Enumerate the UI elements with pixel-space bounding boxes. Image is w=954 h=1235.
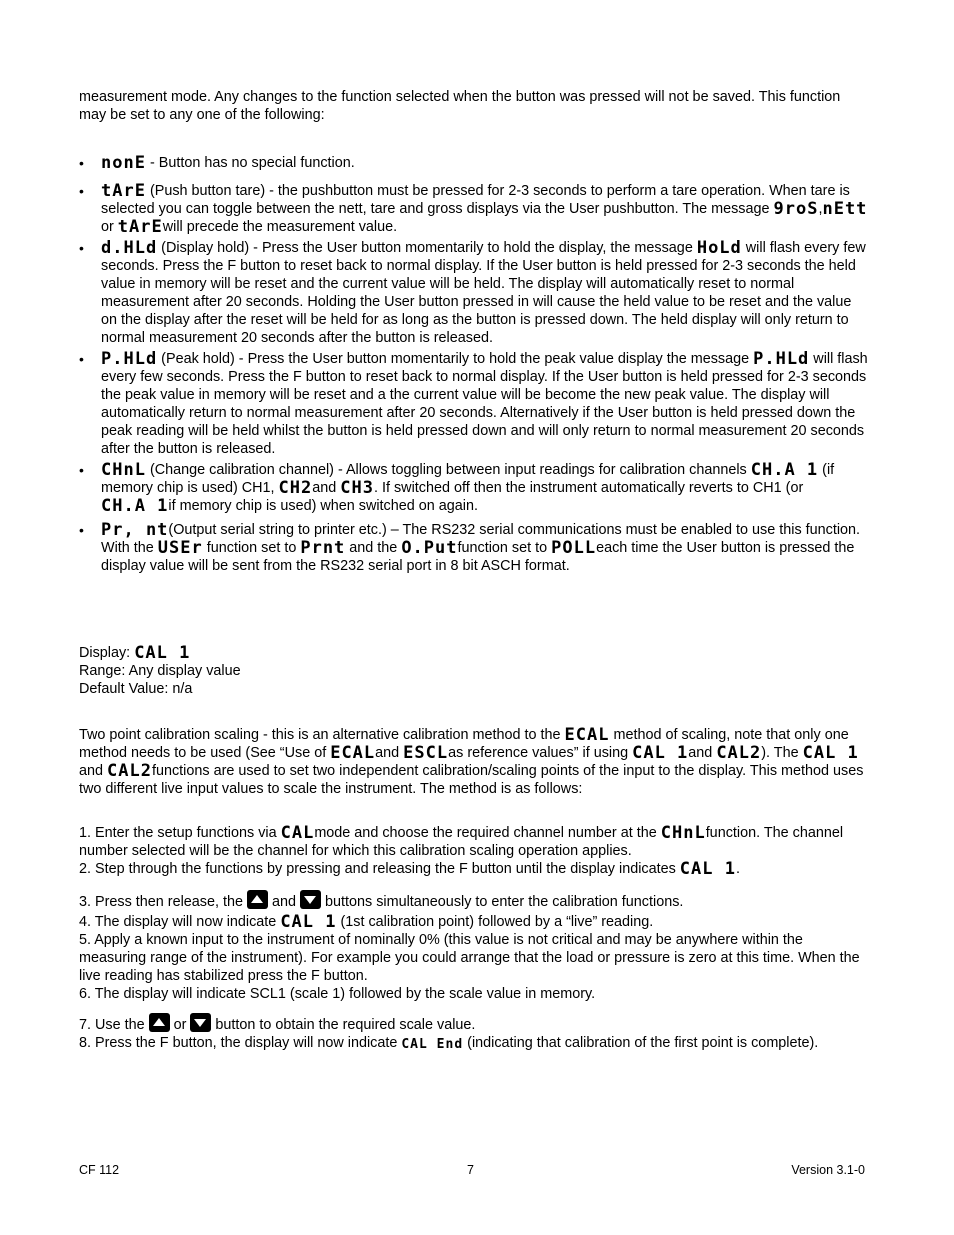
item-text: . [735,861,740,877]
lcd-code: tArE [101,181,146,201]
item-text: if memory chip is used) when switched on again. [168,498,478,514]
lcd-code: Prnt [300,538,346,558]
item-text: function. The channel number selected will be the channel for which this calibration scaling operation applies. [79,825,844,859]
item-text: and [375,745,404,761]
item-text: (Push button tare) - the pushbutton must be pressed for 2-3 seconds to perform a tare operation. When tare is selected you can toggle between the nett, tare and gross displays via the User pushbutton. The message [101,183,850,217]
item-text: will precede the measurement value. [162,219,398,235]
down-arrow-button-icon [300,890,321,909]
lcd-code: CH.A 1 [101,496,169,516]
lcd-code: CAL2 [107,761,152,781]
step-3 [79,890,871,911]
item-text: functions are used to set two independent calibration/scaling points of the input to the display. This method uses two different live input values to scale the instrument. The method is as follows: [79,763,864,797]
item-text: . If switched off then the instrument automatically reverts to CH1 (or [374,480,804,496]
calibration-steps [79,824,871,1053]
up-arrow-button-icon [247,890,268,909]
display-info-block [79,644,871,698]
lcd-code: USEr [157,538,203,558]
item-text: 3. Press then release, the [79,894,247,910]
lcd-code: CAL2 [716,743,762,763]
lcd-code: 9roS [773,199,819,219]
item-text: ). The [761,745,803,761]
bullet-icon: • [79,522,84,538]
item-text: 8. Press the F button, the display will now indicate [79,1035,402,1051]
item-text: (indicating that calibration of the first point is complete). [463,1035,819,1051]
item-text: or [169,1017,191,1033]
lcd-code: P.HLd [101,349,158,369]
lcd-code: ECAL [330,743,376,763]
item-text: (if memory chip is used) CH1, [101,462,835,496]
lcd-code: CAL 1 [280,912,337,932]
item-text: Two point calibration scaling - this is an alternative calibration method to the [79,727,565,743]
lcd-code: POLL [551,538,597,558]
item-text: and [79,763,108,779]
list-item-none [79,154,871,172]
lcd-code: CAL 1 [679,859,736,879]
lcd-code: CAL 1 [632,743,689,763]
lcd-code: CHnL [101,460,146,480]
item-text: and the [345,540,402,556]
lcd-code: nonE [101,153,146,173]
list-item-tare [79,182,871,236]
up-arrow-button-icon [149,1013,170,1032]
list-item-peak-hold [79,350,871,458]
item-text: function set to [457,540,552,556]
document-page [79,88,871,1053]
lcd-code: d.HLd [101,238,158,258]
step-6: 6. The display will indicate SCL1 (scale 1) followed by the scale value in memory. [79,986,596,1002]
user-button-options-list [79,154,871,575]
item-text: button to obtain the required scale value. [211,1017,476,1033]
item-text: function set to [202,540,301,556]
item-text: 1. Enter the setup functions via [79,825,281,841]
lcd-code: O.Put [401,538,458,558]
display-label: Display: [79,645,135,661]
step-8 [79,1034,871,1053]
display-line [79,644,871,662]
lcd-code: ECAL [564,725,610,745]
item-text: buttons simultaneously to enter the calibration functions. [321,894,684,910]
intro-paragraph: measurement mode. Any changes to the function selected when the button was pressed will not be saved. This function may be set to any one of the following: [79,89,841,123]
lcd-code: tArE [117,217,163,237]
item-text: or [101,219,118,235]
down-arrow-button-icon [190,1013,211,1032]
lcd-code: CHnL [660,823,706,843]
item-text: 7. Use the [79,1017,149,1033]
step-1 [79,824,871,860]
footer-doc-id: CF 112 [79,1163,120,1177]
footer-page-number: 7 [467,1163,474,1177]
item-text: (Display hold) - Press the User button momentarily to hold the display, the message [157,240,697,256]
step-2 [79,860,871,878]
lcd-code: CH.A 1 [750,460,819,480]
lcd-code: Pr, nt [101,520,169,540]
lcd-code: ESCL [403,743,449,763]
item-text: (Peak hold) - Press the User button momentarily to hold the peak value display the message [157,351,754,367]
list-item-display-hold [79,239,871,347]
item-text: and [688,745,717,761]
item-text: and [312,480,341,496]
item-text: (Output serial string to printer etc.) – The RS232 serial communications must be enabled to use this function. With the [101,522,861,556]
item-text: 2. Step through the functions by pressing and releasing the F button until the display indicates [79,861,680,877]
item-text: 4. The display will now indicate [79,914,281,930]
item-text: , [818,201,823,217]
item-text: and [268,894,301,910]
list-item-change-channel [79,461,871,515]
bullet-icon: • [79,351,84,367]
lcd-code: CAL 1 [134,643,191,663]
item-text: will flash every few seconds. Press the F button to reset back to normal display. If the User button is held pressed for 2-3 seconds the peak value in memory will be reset and a the current value will be become the new peak value. The display will automatically return to normal measurement after 20 seconds. Alternatively if the User button is held pressed down the peak reading will be held whilst the button is held pressed down and will only return to normal measurement 20 seconds after the button is released. [101,351,868,457]
item-text: (1st calibration point) followed by a “live” reading. [336,914,654,930]
default-value-line: Default Value: n/a [79,681,193,697]
range-line: Range: Any display value [79,663,241,679]
item-text: - Button has no special function. [145,155,355,171]
lcd-code: HoLd [696,238,742,258]
list-item-print [79,521,871,575]
lcd-code: P.HLd [753,349,810,369]
description-paragraph [79,726,871,798]
item-text: each time the User button is pressed the display value will be sent from the RS232 serial port in 8 bit ASCH format. [101,540,855,574]
item-text: as reference values” if using [448,745,633,761]
lcd-code: CAL [280,823,315,843]
item-text: will flash every few seconds. Press the F button to reset back to normal display. If the User button is held pressed for 2-3 seconds the held value in memory will be reset and the current value will be held. The display will automatically reset to normal measurement after 20 seconds. Holding the User button pressed in will cause the held value to be reset and the value on the display after the reset will be held for as long as the button is pressed down. The held display will only return to normal measurement 20 seconds after the button is released. [101,240,866,346]
item-text: mode and choose the required channel number at the [314,825,661,841]
item-text: (Change calibration channel) - Allows toggling between input readings for calibration channels [145,462,751,478]
lcd-code: nEtt [822,199,868,219]
step-5: 5. Apply a known input to the instrument of nominally 0% (this value is not critical and may be anywhere within the measuring range of the instrument). For example you could arrange that the load or pressure is zero at this time. When the live reading has stabilized press the F button. [79,932,860,984]
footer-version: Version 3.1-0 [791,1163,865,1177]
lcd-code: CH2 [278,478,313,498]
lcd-code: CAL End [401,1037,464,1052]
bullet-icon: • [79,462,84,478]
step-4 [79,913,871,931]
item-text: method of scaling, note that only one method needs to be used (See “Use of [79,727,849,761]
bullet-icon: • [79,183,84,199]
step-7 [79,1013,871,1034]
lcd-code: CH3 [340,478,374,498]
bullet-icon: • [79,240,84,256]
bullet-icon: • [79,155,84,171]
lcd-code: CAL 1 [802,743,859,763]
